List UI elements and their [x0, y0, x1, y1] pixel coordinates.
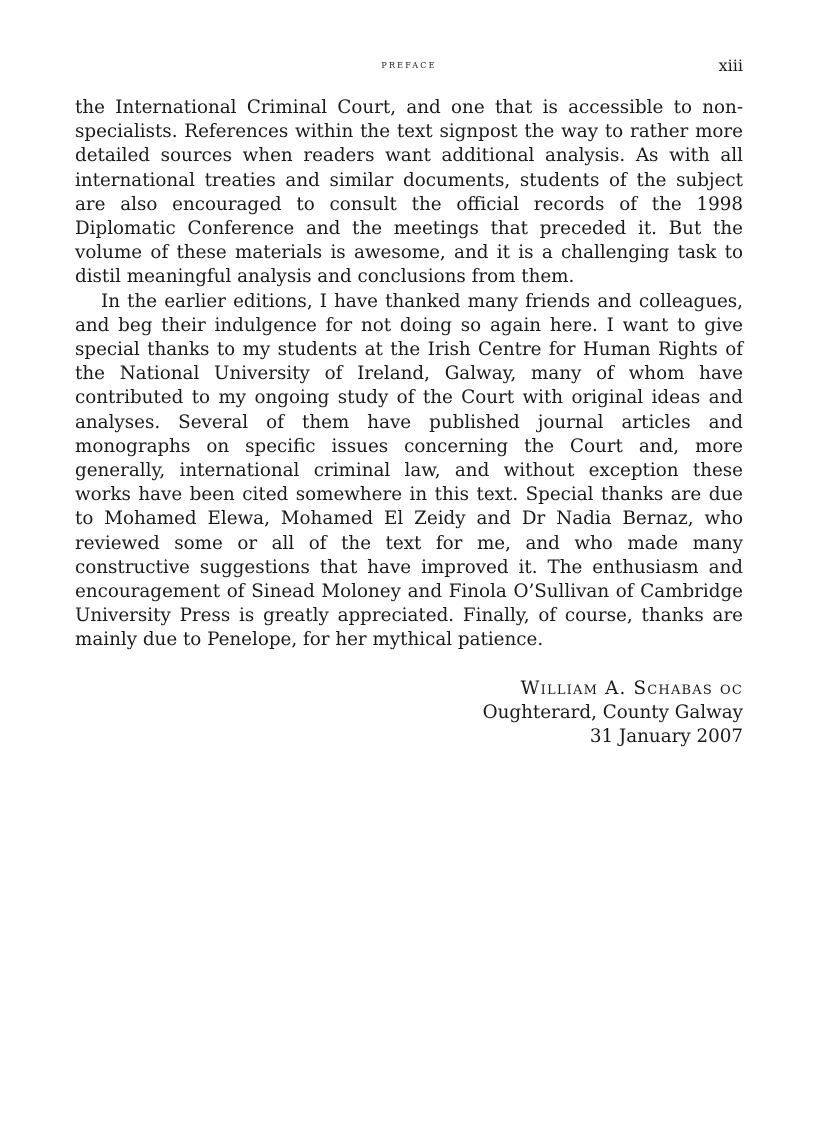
- page: [75, 56, 743, 749]
- body-text: [75, 96, 743, 653]
- paragraph-acknowledgements: In the earlier editions, I have thanked many friends and colleagues, and beg their indulgence for not doing so again here. I want to give special thanks to my students at the Irish Centre for Human Rights of the National University of Ireland, Galway, many of whom have contributed to my ongoing study of the Court with original ideas and analyses. Several of them have published journal articles and monographs on specific issues concerning the Court and, more generally, international criminal law, and without exception these works have been cited somewhere in this text. Special thanks are due to Mohamed Elewa, Mohamed El Zeidy and Dr Nadia Bernaz, who reviewed some or all of the text for me, and who made many constructive suggestions that have improved it. The enthusiasm and encouragement of Sinead Moloney and Finola O’Sullivan of Cambridge University Press is greatly appreciated. Finally, of course, thanks are mainly due to Penelope, for her mythical patience.: [75, 290, 743, 651]
- running-head: [75, 56, 743, 80]
- author-date: 31 January 2007: [589, 726, 743, 748]
- running-title: preface: [381, 58, 437, 71]
- author-name: William A. Schabas oc: [520, 677, 743, 699]
- paragraph-continuation: the International Criminal Court, and one that is accessible to non-specialists. References within the text signpost the way to rather more detailed sources when readers want additional analysis. As with all international treaties and similar documents, students of the subject are also encouraged to consult the official records of the 1998 Diplomatic Conference and the meetings that preceded it. But the volume of these materials is awesome, and it is a challenging task to distil meaningful analysis and conclusions from them.: [75, 97, 743, 288]
- signature-block: [75, 677, 743, 750]
- page-number: xiii: [718, 56, 743, 75]
- author-place: Oughterard, County Galway: [482, 701, 743, 723]
